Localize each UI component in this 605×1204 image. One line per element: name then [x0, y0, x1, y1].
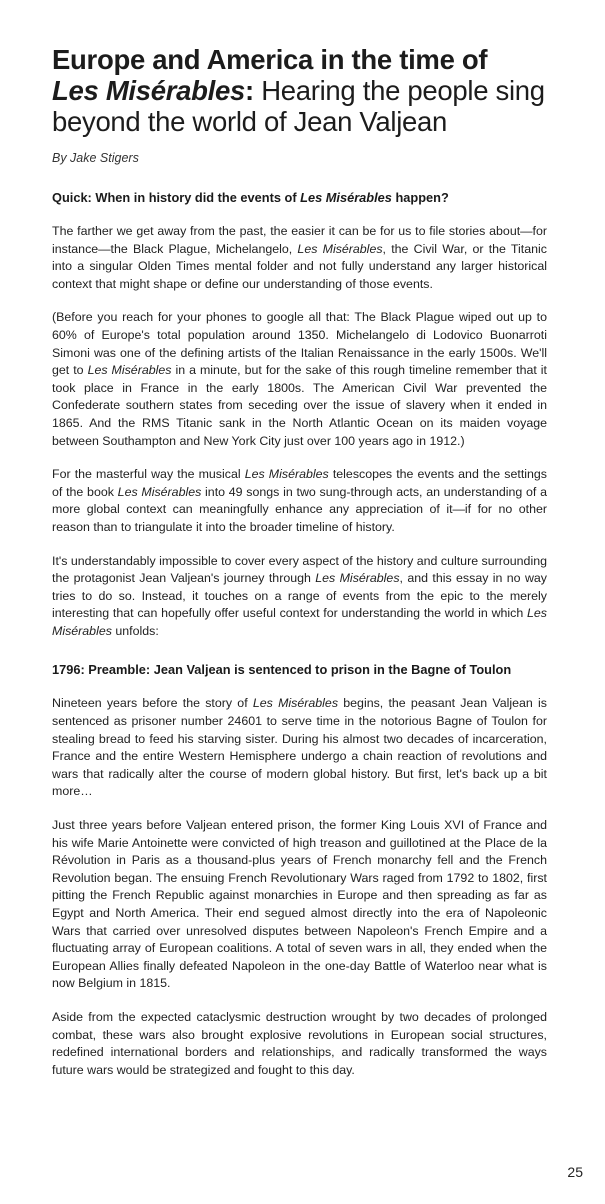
q-text-end: happen? [391, 190, 449, 205]
p3-text: For the masterful way the musical [52, 467, 245, 482]
paragraph-7: Aside from the expected cataclysmic destruction wrought by two decades of prolonged combat, these wars also brought explosive revolutions in European social structures, redefined international borders and relationships, and radically transformed the ways future wars would be strategized and fought to this day. [52, 1009, 547, 1077]
paragraph-5 [52, 695, 547, 801]
p1-text-2: , the Civil War, or the Titanic into a singular Olden Times mental folder and not fully understand any larger historical context that might shape or define our understanding of those events. [52, 241, 547, 291]
p4-italic-2: Les Misérables [52, 606, 547, 638]
p5-text-2: begins, the peasant Jean Valjean is sentenced as prisoner number 24601 to serve time in the notorious Bagne of Toulon for stealing bread to feed his starving sister. During his almost two decades of incarceration, France and the entire Western Hemisphere undergo a chain reaction of revolutions and wars that radically alter the course of modern global history. But first, let's back up a bit more… [52, 696, 547, 799]
p1-italic: Les Misérables [297, 241, 383, 256]
p5-text: Nineteen years before the story of [52, 696, 253, 711]
title-rest: Hearing the people sing beyond the world of Jean Valjean [52, 75, 545, 137]
article [52, 44, 547, 1079]
p4-text-2: , and this essay in no way tries to do so. Instead, it touches on a range of events from the epic to the merely interesting that can hopefully offer useful context for understanding the world in which [52, 571, 547, 621]
paragraph-4 [52, 553, 547, 641]
p1-text: The farther we get away from the past, the easier it can be for us to file stories about—for instance—the Black Plague, Michelangelo, [52, 224, 547, 256]
p3-text-3: into 49 songs in two sung-through acts, an understanding of a more global context can meaningfully enhance any appreciation of it—if for no other reason than to triangulate it into the broader timeline of history. [52, 484, 547, 534]
p4-text-3: unfolds: [111, 623, 159, 638]
p3-italic-2: Les Misérables [117, 484, 202, 499]
p3-text-2: telescopes the events and the settings of the book [52, 467, 547, 499]
p2-text-2: in a minute, but for the sake of this rough timeline remember that it took place in France in the early 1800s. The American Civil War prevented the Confederate southern states from seceding over the issue of slavery when it ended in 1865. And the RMS Titanic sank in the North Atlantic Ocean on its maiden voyage between Southampton and New York City just over 100 years ago in 1912.) [52, 363, 547, 448]
paragraph-3 [52, 466, 547, 536]
p4-italic: Les Misérables [315, 571, 400, 586]
article-title [52, 44, 547, 137]
title-line1: Europe and America in the time of [52, 44, 488, 75]
byline: By Jake Stigers [52, 151, 139, 165]
p2-text: (Before you reach for your phones to google all that: The Black Plague wiped out up to 60% of Europe's total population around 1350. Michelangelo di Lodovico Buonarroti Simoni was one of the defining artists of the Italian Renaissance in the early 1500s. We'll get to [52, 310, 547, 378]
p5-italic: Les Misérables [252, 696, 339, 711]
q-italic: Les Misérables [300, 190, 392, 205]
section-heading-1796: 1796: Preamble: Jean Valjean is sentenced to prison in the Bagne of Toulon [52, 662, 512, 678]
p3-italic: Les Misérables [244, 467, 329, 482]
q-text: Quick: When in history did the events of [52, 190, 301, 205]
question-heading [52, 189, 547, 207]
paragraph-1 [52, 223, 547, 293]
paragraph-6: Just three years before Valjean entered prison, the former King Louis XVI of France and his wife Marie Antoinette were convicted of high treason and guillotined at the Place de la Révolution in Paris as a thousand-plus years of French monarchy fell and the French Revolution began. The ensuing French Revolutionary Wars raged from 1792 to 1802, first pitting the French Republic against monarchies in Europe and then spreading as far as Egypt and North America. Their end segued almost directly into the era of Napoleonic Wars that carried over unresolved disputes between Napoleon's French Empire and a fluctuating array of European coalitions. A total of seven wars in all, they ended when the European Allies finally defeated Napoleon in the one-day Battle of Waterloo near what is now Belgium in 1815. [52, 818, 547, 991]
p4-text: It's understandably impossible to cover every aspect of the history and culture surrounding the protagonist Jean Valjean's journey through [52, 553, 547, 586]
title-italic: Les Misérables [52, 75, 245, 106]
page-number: 25 [567, 1164, 583, 1180]
paragraph-2 [52, 309, 547, 450]
title-colon: : [245, 75, 254, 106]
p2-italic: Les Misérables [87, 363, 172, 378]
